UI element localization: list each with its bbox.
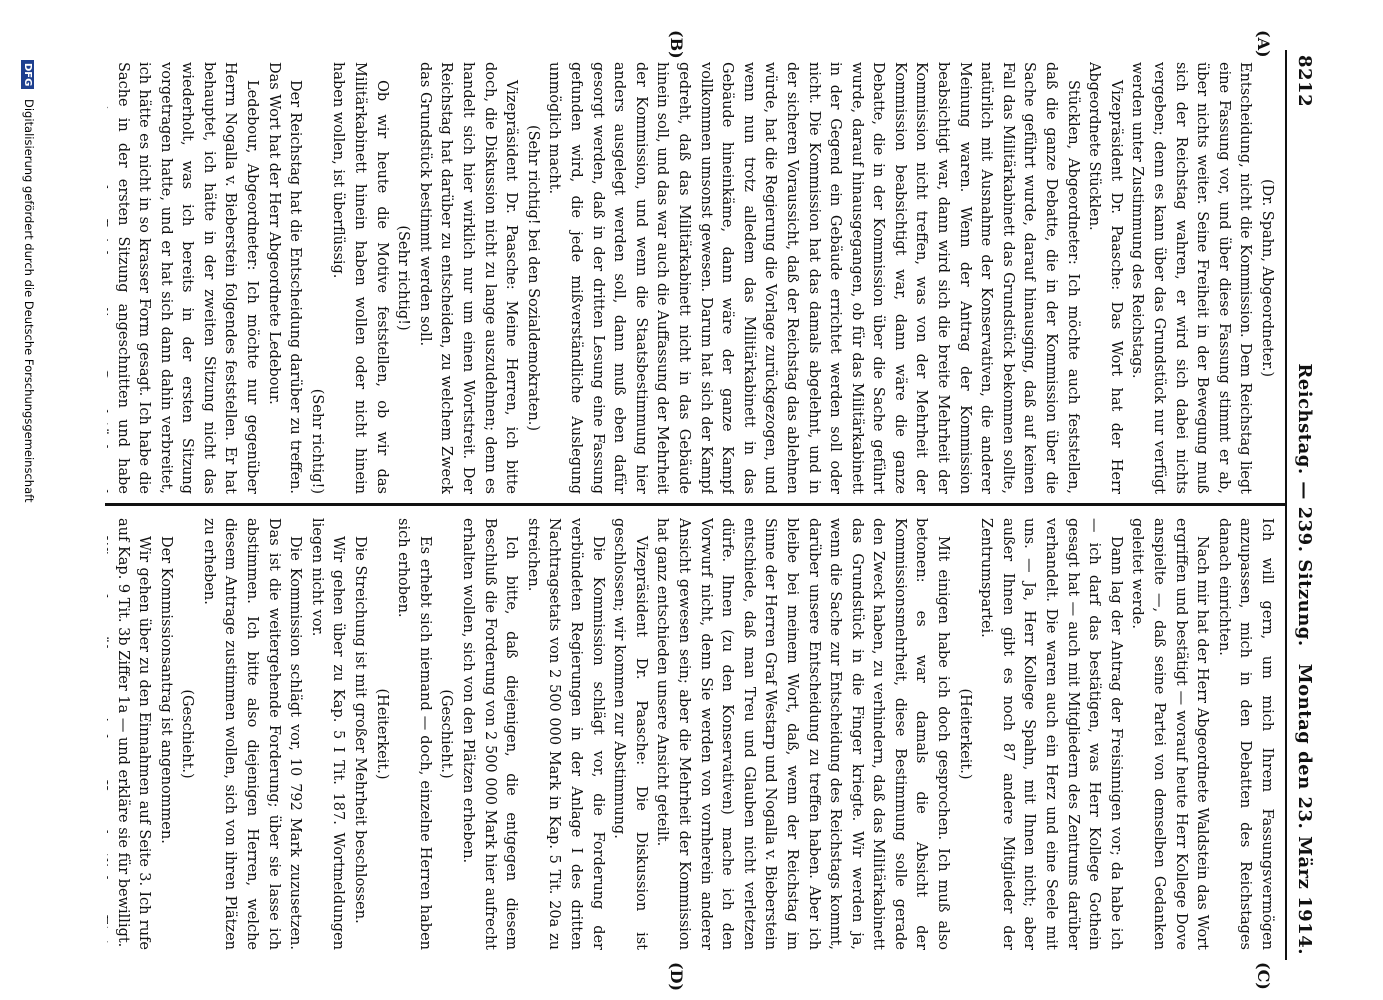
- margin-marker-a: (A): [1254, 30, 1273, 58]
- left-column: [107, 62, 1277, 494]
- margin-marker-b: (B): [667, 30, 686, 59]
- paragraph: Mit einigen habe ich doch gesprochen. Ich muß also betonen: es war damals die Absicht der Kommissionsmehrheit, diese Bestimmung solle gerade den Zweck haben, zu verhindern, daß das Militärkabinett das Grundstück in die Finger kriegte. Wir werden ja, wenn die Sache zur Entscheidung des Reichstags kommt, darüber unsere Entscheidung zu treffen haben. Aber ich bleibe bei meinem Wort, daß, wenn der Reichstag im Sinne der Herren Graf Westarp und Nogalla v. Bieberstein entschiede, daß man Treu und Glauben nicht verletzen dürfe. Ihnen (zu den Konservativen) mache ich den Vorwurf nicht, denn Sie werden von vornherein anderer Ansicht gewesen sein; aber die Mehrheit der Kommission hat ganz entschieden unsere Ansicht geteilt.: [654, 518, 952, 950]
- paragraph: Ich will gern, um mich Ihrem Fassungsvermögen anzupassen, mich in den Debatten des Reichstages danach einrichten.: [1215, 518, 1275, 950]
- paragraph: Vizepräsident Dr. Paasche: Meine Herren, ich bitte doch, die Diskussion nicht zu lange auszudehnen; denn es handelt sich hier wirklich nur um einen Wortstreit. Der Reichstag hat darüber zu entscheiden, zu welchem Zweck das Grundstück bestimmt werden soll.: [416, 62, 520, 494]
- paragraph: Vizepräsident Dr. Paasche: Die Diskussion ist geschlossen; wir kommen zur Abstimmung.: [611, 518, 649, 950]
- paragraph: Dann lag der Antrag der Freisinnigen vor; da habe ich — ich darf das bestätigen, was Herr Kollege Gothein gesagt hat — auch mit Mitgliedern des Zentrums darüber verhandelt. Die waren auch ein Herz und eine Seele mit uns. — Ja, Herr Kollege Spahn, mit Ihnen nicht; aber außer Ihnen gibt es noch 87 andere Mitglieder der Zentrumspartei.: [978, 518, 1124, 950]
- interjection: (Sehr richtig!): [395, 225, 412, 331]
- interjection: (Geschieht.): [179, 689, 196, 779]
- column-divider: [105, 503, 1285, 506]
- interjection: (Geschieht.): [438, 689, 455, 779]
- speaker-continuation: (Dr. Spahn, Abgeordneter.): [1259, 178, 1275, 378]
- paragraph: Die Streichung ist mit großer Mehrheit beschlossen.: [352, 536, 369, 924]
- paragraph: Entscheidung, nicht die Kommission. Dem Reichstag liegt eine Fassung vor, und über diese Fassung stimmt er ab, über nichts weiter. Seine Freiheit in der Bewegung muß sich der Reichstag wahren, er wird sich dabei nichts vergeben; denn es kann über das Grundstück nur verfügt werden unter Zustimmung des Reichstags.: [1129, 62, 1254, 494]
- dfg-logo: DFG: [21, 60, 34, 89]
- paragraph: Die Kommission schlägt vor, 10 792 Mark zuzusetzen. Das ist die weitergehende Forderung; über sie lasse ich abstimmen. Ich bitte also diejenigen Herren, welche diesem Antrage zustimmen wollen, sich von ihren Plätzen zu erheben.: [200, 518, 304, 950]
- paragraph: [107, 518, 111, 950]
- interjection: (Sehr richtig! bei den Sozialdemokraten.): [524, 124, 541, 432]
- right-column: [107, 518, 1277, 950]
- paragraph: Die Kommission schlägt vor, die Forderung der verbündeten Regierungen in der Anlage I des dritten Nachtragsetats von 2 500 000 Mark in Kap. 5 Tit. 20a zu streichen.: [524, 518, 606, 950]
- margin-marker-c: (C): [1254, 962, 1273, 990]
- interjection: (Sehr richtig!): [308, 388, 325, 494]
- paragraph: Vizepräsident Dr. Paasche: Das Wort hat der Herr Abgeordnete Stücklen.: [1086, 62, 1124, 494]
- paragraph: Der Reichstag hat die Entscheidung darüber zu treffen. Das Wort hat der Herr Abgeordnete Ledebour.: [265, 62, 304, 494]
- paragraph: Wir gehen über zu den Einnahmen auf Seite 3. Ich rufe auf Kap. 9 Tit. 3b Ziffer 1a — und erkläre sie für bewilligt.: [114, 518, 153, 950]
- credit-text: Digitalisierung gefördert durch die Deutsche Forschungsgemeinschaft: [22, 99, 36, 503]
- paragraph: Ich bitte, daß diejenigen, die entgegen diesem Beschluß die Forderung von 2 500 000 Mark hier aufrecht erhalten wollen, sich von den Plätzen erheben.: [460, 518, 520, 950]
- paragraph: Nach mir hat der Herr Abgeordnete Waldstein das Wort ergriffen und bestätigt — worauf heute Herr Kollege Dove anspielte —, daß seine Partei von demselben Gedanken geleitet werde.: [1129, 518, 1211, 950]
- paragraph: Stücklen, Abgeordneter: Ich möchte auch feststellen, daß die ganze Debatte, die in der Kommission über die Sache geführt wurde, darauf hinausging, daß auf keinen Fall das Militärkabinett das Grundstück bekommen sollte, natürlich mit Ausnahme der Konservativen, die anderer Meinung waren. Wenn der Antrag der Kommission beabsichtigt war, dann wird sich die breite Mehrheit der Kommission nicht treffen, was von der Mehrheit der Kommission beabsichtigt war, dann wäre die ganze Debatte, die in der Kommission über die Sache geführt wurde, darauf hinausgegangen, ob für das Militärkabinett in der Gegend ein Gebäude errichtet werden soll oder nicht. Die Kommission hat das damals abgelehnt, und in der sicheren Voraussicht, daß der Reichstag das ablehnen würde, hat die Regierung die Vorlage zurückgezogen, und wenn nun trotz alledem das Militärkabinett in das Gebäude hineinkäme, dann wäre der ganze Kampf vollkommen umsonst gewesen. Darum hat sich der Kampf gedreht, daß das Militärkabinett nicht in das Gebäude hinein soll, und das war auch die Auffassung der Mehrheit der Kommission, und wenn die Staatsbestimmung hier anders ausgelegt werden soll, dann muß eben dafür gesorgt werden, daß in der dritten Lesung eine Fassung gefunden wird, die jede mißverständliche Auslegung unmöglich macht.: [546, 62, 1081, 494]
- paragraph: Es erhebt sich niemand — doch, einzelne Herren haben sich erhoben.: [395, 518, 433, 950]
- paragraph: Der Kommissionsantrag ist angenommen.: [157, 536, 174, 844]
- dfg-credit: [21, 60, 36, 940]
- scanned-page: [1, 0, 1341, 1000]
- paragraph: Ob wir heute die Motive feststellen, ob wir das Militärkabinett hinein haben wollen oder nicht hinein haben wollen, ist überflüssig.: [330, 62, 390, 494]
- page-number: 8212: [1294, 55, 1315, 108]
- page-header: [1283, 55, 1323, 955]
- paragraph: Wir gehen über zu Kap. 5 I Tit. 187. Wortmeldungen liegen nicht vor.: [308, 518, 347, 950]
- session-date: Montag den 23. März 1914.: [1294, 663, 1315, 955]
- margin-marker-d: (D): [667, 962, 686, 992]
- header-rule: [1285, 50, 1287, 960]
- paragraph: Ledebour, Abgeordneter: Ich möchte nur gegenüber Herrn Nogalla v. Bieberstein folgendes feststellen. Er hat behauptet, ich hätte in der zweiten Sitzung nicht das wiederholt, was ich bereits in der ersten Sitzung vorgetragen hatte, und er hat sich dann dahin verbreitet, ich hätte es nicht in so krasser Form gesagt. Ich habe die Sache in der ersten Sitzung angeschnitten und habe: [114, 62, 261, 494]
- running-title: Reichstag. — 239. Sitzung.: [1294, 363, 1315, 647]
- interjection: (Heiterkeit.): [956, 688, 973, 780]
- interjection: (Heiterkeit.): [373, 688, 390, 780]
